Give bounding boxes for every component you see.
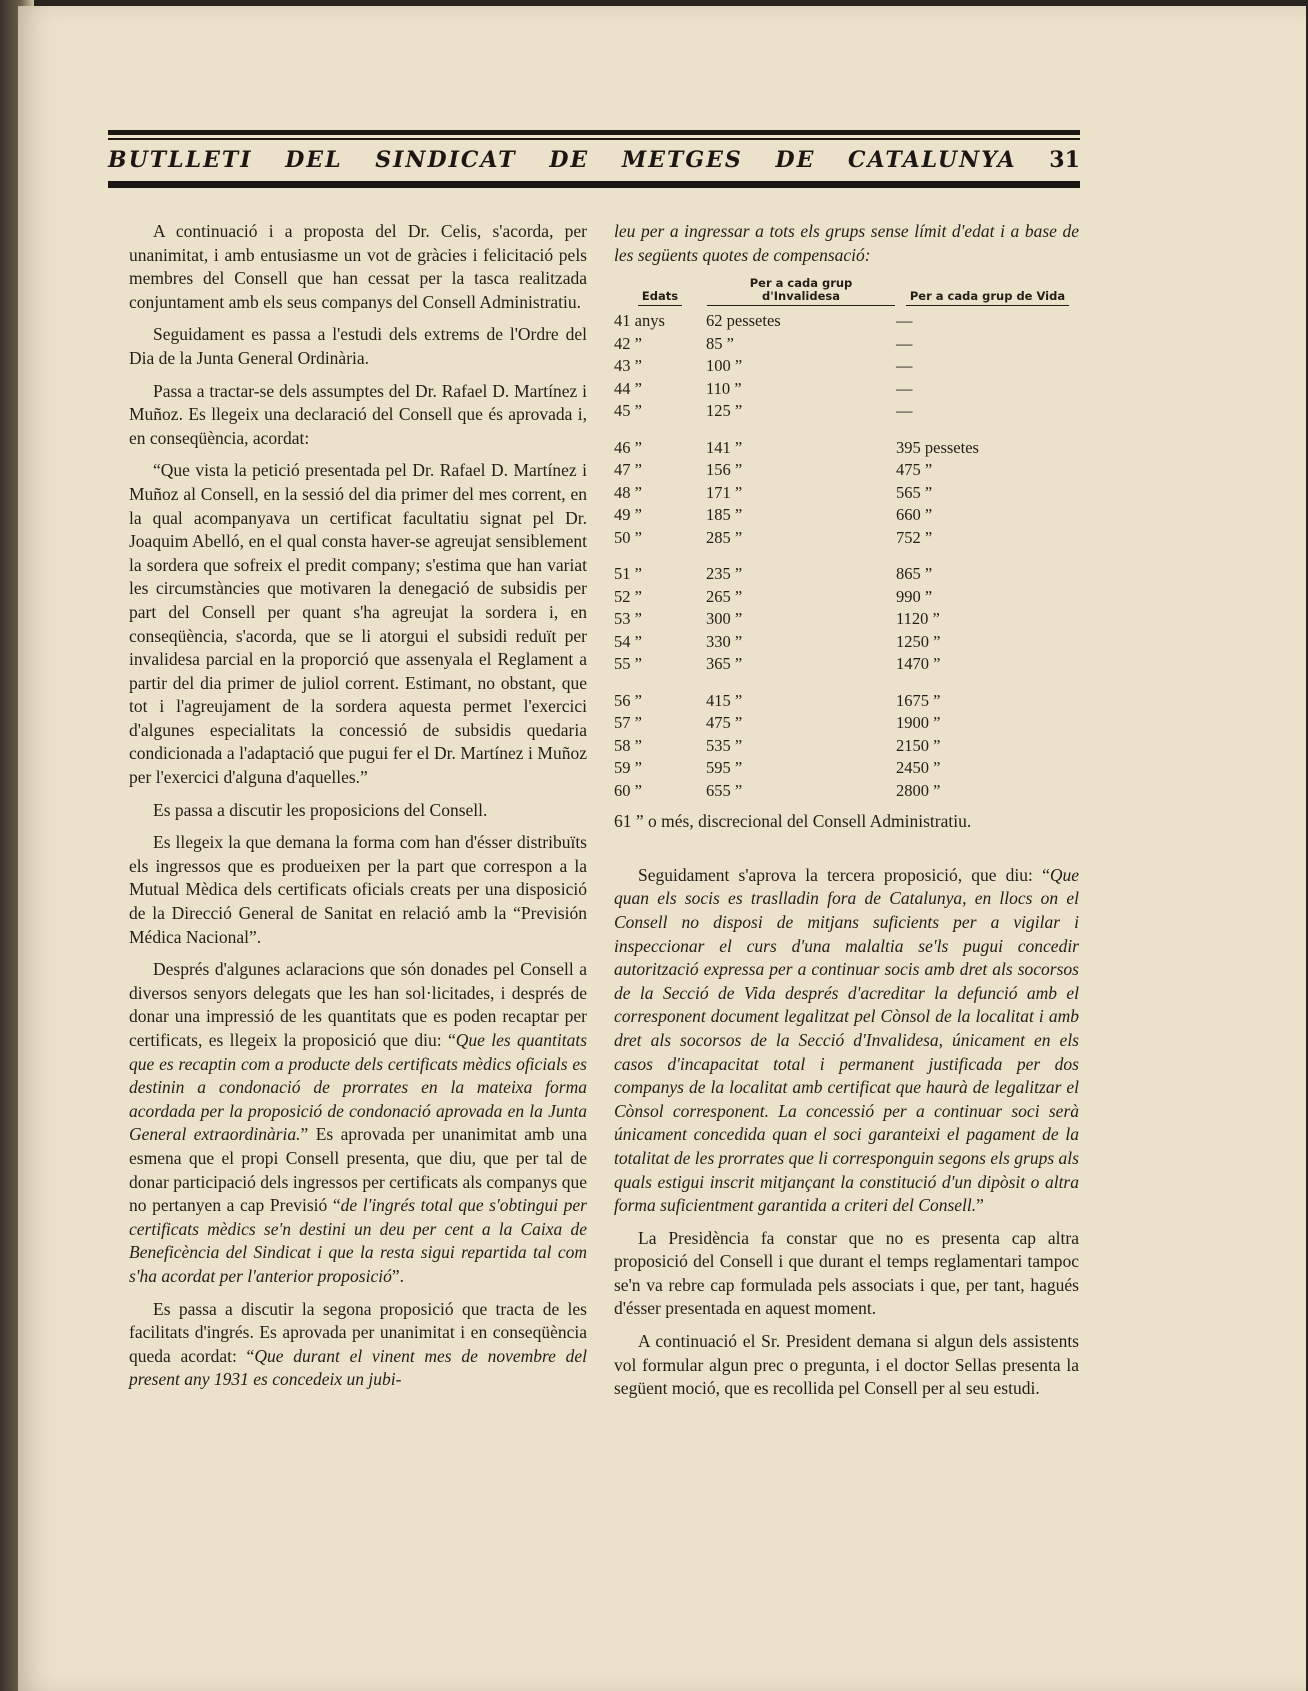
title-word: DEL <box>285 147 343 173</box>
cell-invalidesa: 185 ” <box>706 505 743 525</box>
table-row <box>614 712 1079 735</box>
paragraph: La Presidència fa constar que no es presenta cap altra proposició del Consell i que durant el temps reglamentari tampoc se'n va rebre cap formulada pels associats i que, per tant, hagués d'ésser presentada en aquest moment. <box>614 1227 1079 1319</box>
cell-vida: 1250 ” <box>896 631 941 651</box>
cell-age: 49 ” <box>614 505 642 525</box>
table-row <box>614 757 1079 780</box>
paragraph <box>614 864 1079 1218</box>
cell-age: 42 ” <box>614 333 642 353</box>
quoted-proposition: Que quan els socis es traslladin fora de Catalunya, en llocs on el Consell no disposi de mitjans suficients per a vigilar i inspeccionar el curs d'una malaltia se'ls pugui concedir autorització expressa per a continuar socis amb dret als socorsos de la Secció de Vida després d'acreditar la defunció amb el corresponent document legalitzat pel Cònsol de la localitat i amb dret als socorsos de la Secció d'Invalidesa, únicament en els casos d'incapacitat total i permanent justificada per dos companys de la localitat amb certificat que haurà de legalitzar el Cònsol corresponent. La concessió per a continuar soci serà únicament concedida quan el soci garanteixi el pagament de la totalitat de les prorrates que li corresponguin segons els grups als quals estigui inscrit mitjançant la constitució d'un dipòsit o altra forma suficientment garantida a criteri del Consell. <box>614 864 1079 1216</box>
cell-invalidesa: 285 ” <box>706 527 743 547</box>
cell-invalidesa: 156 ” <box>706 460 743 480</box>
paragraph-text: Després d'algunes aclaracions que són donades pel Consell a diversos senyors delegats que les han sol·licitades, i després de donar una impressió de les quantitats que es poden recaptar per certificats, es llegeix la proposició que diu: “ <box>129 959 587 1050</box>
quoted-proposition: Que les quantitats que es recaptin com a producte dels certificats mèdics oficials es destinin a condonació de prorrates en la mateixa forma acordada per la proposició de condonació aprovada en la Junta General extraordinària. <box>129 1030 588 1145</box>
paragraph-text: Seguidament s'aprova la tercera proposició, que diu: “ <box>638 864 1050 885</box>
title-word: DE <box>549 147 590 173</box>
cell-invalidesa: 330 ” <box>706 631 743 651</box>
table-row <box>614 333 1079 356</box>
cell-age: 50 ” <box>614 527 642 547</box>
table-row <box>614 631 1079 654</box>
cell-vida: 565 ” <box>896 482 933 502</box>
table-row <box>614 459 1079 482</box>
cell-vida: 2150 ” <box>896 735 941 755</box>
table-body <box>614 310 1079 802</box>
table-footnote: 61 ” o més, discrecional del Consell Administratiu. <box>614 811 972 832</box>
page-number: 31 <box>1049 147 1080 173</box>
paragraph: Seguidament es passa a l'estudi dels extrems de l'Ordre del Dia de la Junta General Ordinària. <box>129 324 587 368</box>
cell-age: 43 ” <box>614 356 642 376</box>
table-row <box>614 676 1079 713</box>
table-header-row <box>614 276 1079 310</box>
title-word: BUTLLETI <box>108 147 253 173</box>
cell-age: 48 ” <box>614 482 642 502</box>
table-row <box>614 780 1079 803</box>
cell-vida: — <box>896 356 913 376</box>
column-header-vida: Per a cada grup de Vida <box>896 276 1079 310</box>
paragraph: “Que vista la petició presentada pel Dr. Rafael D. Martínez i Muñoz al Consell, en la sessió del dia primer del mes corrent, en la qual acompanyava un certificat facultatiu signat pel Dr. Joaquim Abelló, en el qual consta haver-se agreujat sensiblement la sordera que sofreix el predit company; s'estima que han variat les circumstàncies que motivaren la denegació de subsidis per part del Consell per quant s'ha agreujat la sordera i, en conseqüència, s'acorda, que se li atorgui el subsidi reduït per invalidesa parcial en la proporció que assenyala el Reglament a partir del dia primer de juliol corrent. Estimant, no obstant, que tot i l'agreujament de la sordera aquesta permet l'exercici d'algunes especialitats la concessió de subsidis quedaria condicionada a l'adaptació que pugui fer el Dr. Martínez i Muñoz per l'exercici d'alguna d'aquelles.” <box>129 460 587 788</box>
cell-vida: 395 pessetes <box>896 437 979 457</box>
table-row <box>614 400 1079 423</box>
title-word: METGES <box>621 147 743 173</box>
cell-invalidesa: 365 ” <box>706 654 743 674</box>
cell-vida: 660 ” <box>896 505 933 525</box>
cell-age: 44 ” <box>614 378 642 398</box>
cell-age: 55 ” <box>614 654 642 674</box>
paragraph-text: ” Es aprovada per unanimitat amb una esmena que el propi Consell presenta, que diu, que per tal de donar participació dels ingressos per certificats als companys que no pertanyen a cap Previsió “ <box>129 1124 588 1216</box>
cell-age: 45 ” <box>614 401 642 421</box>
cell-invalidesa: 415 ” <box>706 690 743 710</box>
cell-invalidesa: 235 ” <box>706 564 743 584</box>
cell-invalidesa: 595 ” <box>706 758 743 778</box>
right-column <box>614 220 1079 1410</box>
paragraph: Es llegeix la que demana la forma com han d'ésser distribuïts els ingressos que es produeixen per la part que correspon a la Mutual Mèdica dels certificats oficials creats per una disposició de la Direcció General de Sanitat en relació amb la “Previsión Médica Nacional”. <box>129 832 587 947</box>
table-row <box>614 653 1079 676</box>
cell-age: 51 ” <box>614 564 642 584</box>
table-row <box>614 423 1079 460</box>
cell-vida: 990 ” <box>896 586 933 606</box>
cell-age: 47 ” <box>614 460 642 480</box>
column-header-invalidesa: Per a cada grup d'Invalidesa <box>706 276 896 310</box>
cell-vida: 1675 ” <box>896 690 941 710</box>
paragraph <box>129 958 587 1288</box>
cell-invalidesa: 125 ” <box>706 401 743 421</box>
cell-vida: 1900 ” <box>896 713 941 733</box>
cell-invalidesa: 110 ” <box>706 378 742 398</box>
cell-vida: — <box>896 333 913 353</box>
cell-invalidesa: 100 ” <box>706 356 743 376</box>
cell-vida: — <box>896 401 913 421</box>
cell-age: 56 ” <box>614 690 642 710</box>
cell-invalidesa: 475 ” <box>706 713 743 733</box>
cell-age: 53 ” <box>614 609 642 629</box>
table-row <box>614 504 1079 527</box>
cell-vida: 2450 ” <box>896 758 941 778</box>
title-word: CATALUNYA <box>848 147 1017 173</box>
cell-age: 60 ” <box>614 780 642 800</box>
cell-vida: 865 ” <box>896 564 933 584</box>
cell-vida: 2800 ” <box>896 780 941 800</box>
table-row <box>614 735 1079 758</box>
title-word: DE <box>775 147 816 173</box>
table-row <box>614 608 1079 631</box>
paragraph-text: Es passa a discutir la segona proposició que tracta de les facilitats d'ingrés. Es aprovada per unanimitat i en conseqüència queda acordat: “ <box>129 1298 587 1366</box>
cell-invalidesa: 62 pessetes <box>706 311 781 331</box>
table-row <box>614 482 1079 505</box>
table-row <box>614 586 1079 609</box>
cell-age: 41 anys <box>614 311 665 331</box>
cell-invalidesa: 300 ” <box>706 609 743 629</box>
cell-age: 58 ” <box>614 735 642 755</box>
header-rule-top <box>108 130 1080 135</box>
table-row <box>614 355 1079 378</box>
cell-age: 52 ” <box>614 586 642 606</box>
paragraph: A continuació i a proposta del Dr. Celis, s'acorda, per unanimitat, i amb entusiasme un vot de gràcies i felicitació pels membres del Consell que han cessat per la tasca realitzada conjuntament amb els seus companys del Consell Administratiu. <box>129 221 587 312</box>
table-row <box>614 549 1079 586</box>
compensation-table <box>614 276 1079 802</box>
title-word: SINDICAT <box>375 147 517 173</box>
cell-vida: 1470 ” <box>896 654 941 674</box>
cell-age: 59 ” <box>614 758 642 778</box>
cell-age: 57 ” <box>614 713 642 733</box>
table-row <box>614 378 1079 401</box>
cell-vida: — <box>896 311 913 331</box>
column-header-edats: Edats <box>614 276 706 310</box>
paragraph: Es passa a discutir les proposicions del Consell. <box>153 799 488 820</box>
cell-vida: — <box>896 378 913 398</box>
cell-invalidesa: 535 ” <box>706 735 743 755</box>
paragraph-text: ”. <box>391 1265 405 1286</box>
cell-invalidesa: 141 ” <box>706 437 743 457</box>
running-header <box>108 130 1080 188</box>
quoted-proposition: Que durant el vinent mes de novembre del present any 1931 es concedeix un jubi- <box>129 1345 588 1390</box>
paragraph: A continuació el Sr. President demana si algun dels assistents vol formular algun prec o pregunta, i el doctor Sellas presenta la següent moció, que es recollida pel Consell per al seu estudi. <box>614 1331 1079 1399</box>
cell-vida: 752 ” <box>896 527 933 547</box>
cell-age: 46 ” <box>614 437 642 457</box>
cell-invalidesa: 85 ” <box>706 333 734 353</box>
paragraph-continuation: leu per a ingressar a tots els grups sense límit d'edat i a base de les següents quotes de compensació: <box>614 221 1079 265</box>
header-rule-bottom <box>108 183 1080 188</box>
paragraph: Passa a tractar-se dels assumptes del Dr. Rafael D. Martínez i Muñoz. Es llegeix una declaració del Consell que és aprovada i, en conseqüència, acordat: <box>129 380 587 448</box>
quoted-amendment: de l'ingrés total que s'obtingui per certificats mèdics se'n destini un deu per cent a la Caixa de Beneficència del Sindicat i que la resta sigui repartida tal com s'ha acordat per l'anterior proposició <box>129 1195 587 1286</box>
paragraph <box>129 1298 587 1392</box>
table-row <box>614 310 1079 333</box>
paragraph-text: ” <box>976 1195 984 1216</box>
left-column <box>129 220 587 1401</box>
table-row <box>614 527 1079 550</box>
cell-invalidesa: 171 ” <box>706 482 743 502</box>
cell-vida: 475 ” <box>896 460 933 480</box>
journal-title <box>108 140 1080 178</box>
cell-age: 54 ” <box>614 631 642 651</box>
cell-invalidesa: 265 ” <box>706 586 743 606</box>
cell-invalidesa: 655 ” <box>706 780 743 800</box>
cell-vida: 1120 ” <box>896 609 940 629</box>
